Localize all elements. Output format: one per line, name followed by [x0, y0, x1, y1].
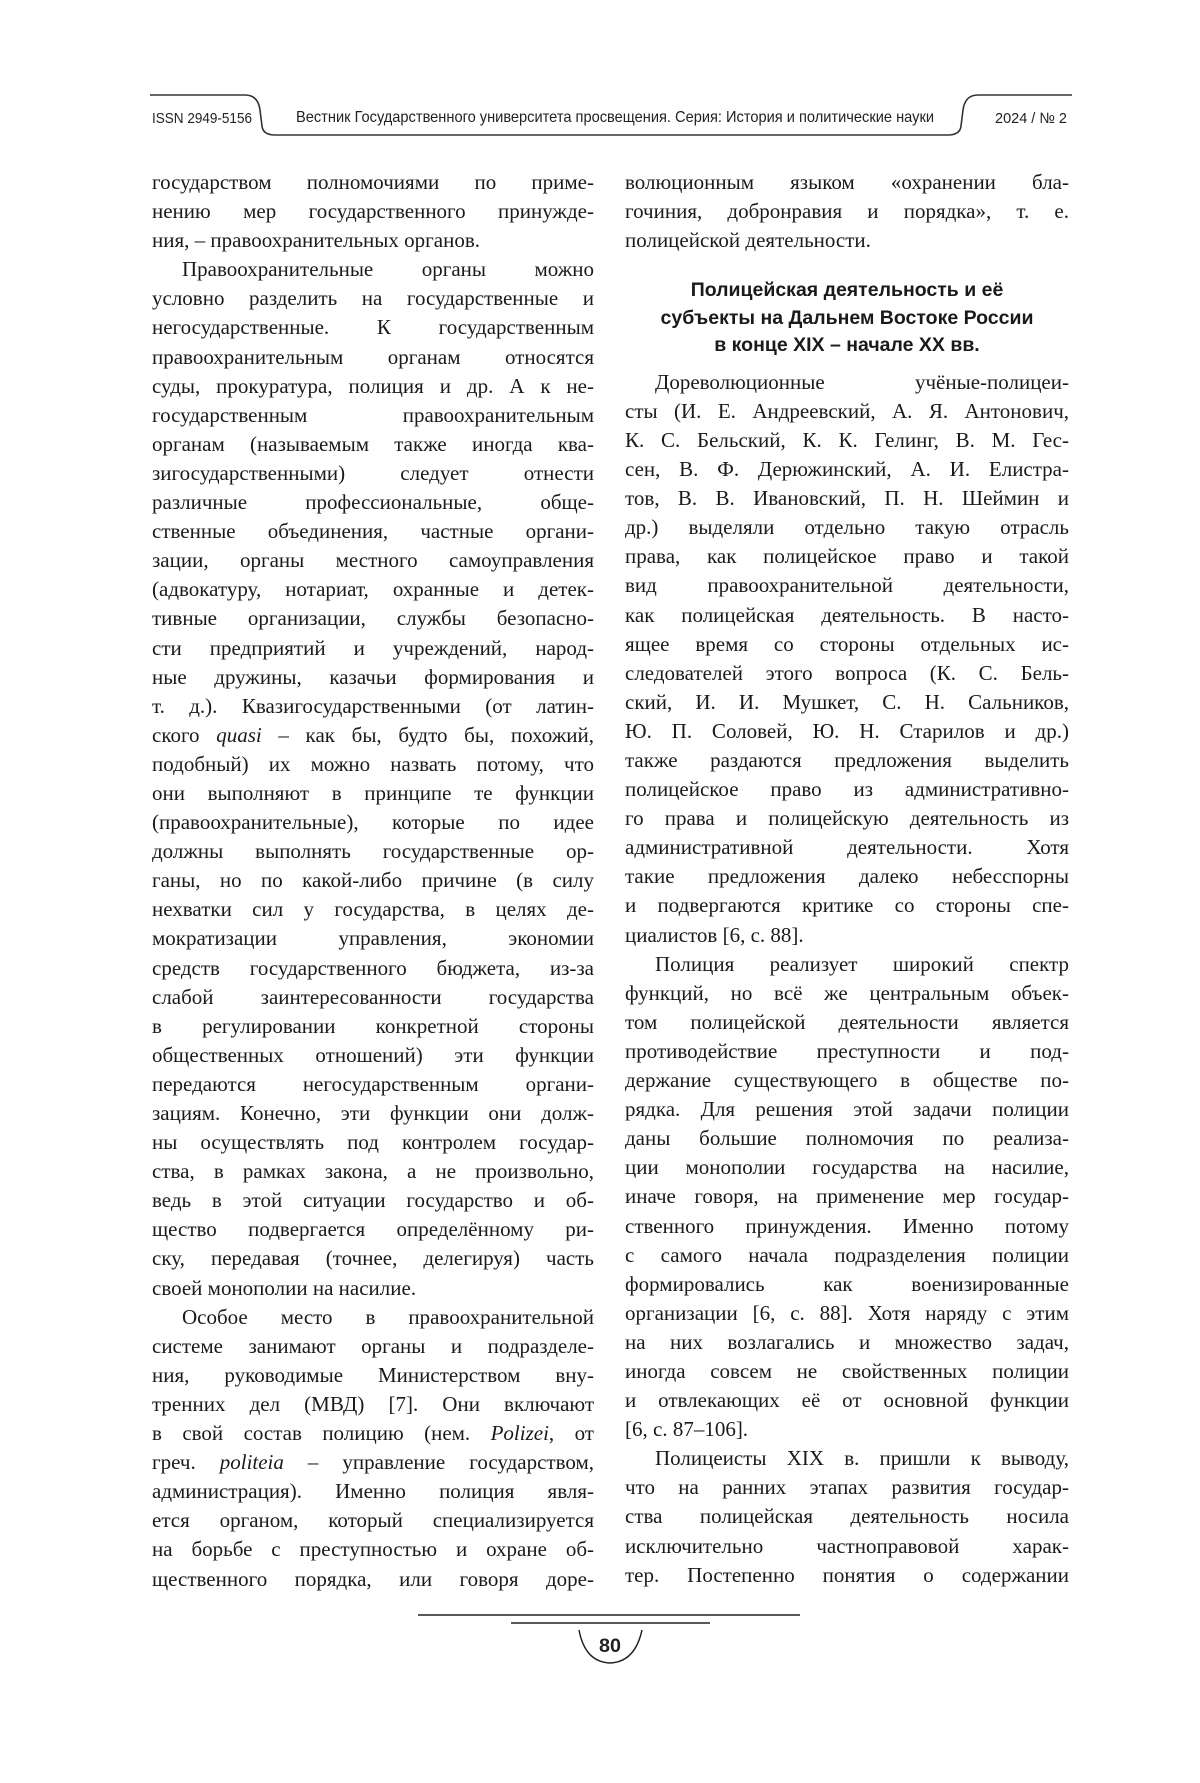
- text-line: организации [6, с. 88]. Хотя наряду с этим: [625, 1299, 1069, 1328]
- paragraph: [152, 255, 594, 1302]
- text-line: держание существующего в обществе по-: [625, 1066, 1069, 1095]
- text-line: Полицеисты XIX в. пришли к выводу,: [625, 1444, 1069, 1473]
- text-line: т. д.). Квазигосударственными (от латин-: [152, 692, 594, 721]
- italic-term: quasi: [216, 723, 262, 747]
- paragraph: [625, 168, 1069, 255]
- text-line: даны большие полномочия по реализа-: [625, 1124, 1069, 1153]
- text-line: Полиция реализует широкий спектр: [625, 950, 1069, 979]
- text-line: зигосударственными) следует отнести: [152, 459, 594, 488]
- text-line: К. С. Бельский, К. К. Гелинг, В. М. Гес-: [625, 426, 1069, 455]
- running-header: [0, 0, 1200, 160]
- text-line: ные дружины, казачьи формирования и: [152, 663, 594, 692]
- page-number-arc: [579, 1630, 642, 1663]
- text-line: нению мер государственного принужде-: [152, 197, 594, 226]
- issn: ISSN 2949-5156: [152, 110, 252, 127]
- text-segment: греч.: [152, 1450, 220, 1474]
- text-line: на них возлагались и множество задач,: [625, 1328, 1069, 1357]
- text-segment: в свой состав полицию (нем.: [152, 1421, 491, 1445]
- text-line: как полицейская деятельность. В насто-: [625, 601, 1069, 630]
- text-line: ства полицейская деятельность носила: [625, 1502, 1069, 1531]
- text-line: сти предприятий и учреждений, народ-: [152, 634, 594, 663]
- section-heading: [625, 277, 1069, 360]
- text-line: волюционным языком «охранении бла-: [625, 168, 1069, 197]
- text-line: с самого начала подразделения полиции: [625, 1241, 1069, 1270]
- text-line: ния, – правоохранительных органов.: [152, 226, 594, 255]
- text-line: сты (И. Е. Андреевский, А. Я. Антонович,: [625, 397, 1069, 426]
- text-line: суды, прокуратура, полиция и др. А к не-: [152, 372, 594, 401]
- text-line: административной деятельности. Хотя: [625, 833, 1069, 862]
- text-line: и подвергаются критике со стороны спе-: [625, 891, 1069, 920]
- paragraph: [152, 168, 594, 255]
- text-line: ны осуществлять под контролем государ-: [152, 1128, 594, 1157]
- text-line: ведь в этой ситуации государство и об-: [152, 1186, 594, 1215]
- italic-term: politeia: [220, 1450, 284, 1474]
- text-line: ется органом, который специализируется: [152, 1506, 594, 1535]
- page-number: 80: [599, 1636, 621, 1657]
- text-line: что на ранних этапах развития государ-: [625, 1473, 1069, 1502]
- text-line: тренних дел (МВД) [7]. Они включают: [152, 1390, 594, 1419]
- italic-term: Polizei: [491, 1421, 549, 1445]
- heading-line: в конце XIX – начале XX вв.: [625, 332, 1069, 360]
- text-line: ящее время со стороны отдельных ис-: [625, 630, 1069, 659]
- paragraph: [625, 1444, 1069, 1589]
- text-line: в регулировании конкретной стороны: [152, 1012, 594, 1041]
- text-segment: , от: [549, 1421, 594, 1445]
- text-line: различные профессиональные, обще-: [152, 488, 594, 517]
- text-line: правоохранительным органам относятся: [152, 343, 594, 372]
- issue-number: 2024 / № 2: [995, 110, 1067, 127]
- text-line: также раздаются предложения выделить: [625, 746, 1069, 775]
- right-column: [625, 168, 1069, 1590]
- text-line: рядка. Для решения этой задачи полиции: [625, 1095, 1069, 1124]
- text-line: тер. Постепенно понятия о содержании: [625, 1561, 1069, 1590]
- text-line: [152, 721, 594, 750]
- text-line: своей монополии на насилие.: [152, 1274, 594, 1303]
- paragraph: [625, 368, 1069, 950]
- text-line: полицейской деятельности.: [625, 226, 1069, 255]
- text-line: [152, 1448, 594, 1477]
- text-line: формировались как военизированные: [625, 1270, 1069, 1299]
- text-line: исключительно частноправовой харак-: [625, 1532, 1069, 1561]
- text-line: ния, руководимые Министерством вну-: [152, 1361, 594, 1390]
- text-line: сен, В. Ф. Дерюжинский, А. И. Елистра-: [625, 455, 1069, 484]
- text-line: полицейское право из административно-: [625, 775, 1069, 804]
- text-line: слабой заинтересованности государства: [152, 983, 594, 1012]
- text-line: гочиния, добронравия и порядка», т. е.: [625, 197, 1069, 226]
- text-line: [6, с. 87–106].: [625, 1415, 1069, 1444]
- text-line: [152, 1419, 594, 1448]
- text-line: мократизации управления, экономии: [152, 924, 594, 953]
- text-segment: – управление государством,: [284, 1450, 594, 1474]
- text-line: функций, но всё же центральным объек-: [625, 979, 1069, 1008]
- text-line: государственным правоохранительным: [152, 401, 594, 430]
- text-line: (правоохранительные), которые по идее: [152, 808, 594, 837]
- text-line: др.) выделяли отдельно такую отрасль: [625, 513, 1069, 542]
- heading-line: Полицейская деятельность и её: [625, 277, 1069, 305]
- text-line: (адвокатуру, нотариат, охранные и детек-: [152, 575, 594, 604]
- text-line: Дореволюционные учёные-полицеи-: [625, 368, 1069, 397]
- text-line: ственного принуждения. Именно потому: [625, 1212, 1069, 1241]
- text-line: зации, органы местного самоуправления: [152, 546, 594, 575]
- text-line: администрация). Именно полиция явля-: [152, 1477, 594, 1506]
- text-line: иначе говоря, на применение мер государ-: [625, 1182, 1069, 1211]
- paragraph: [625, 950, 1069, 1445]
- text-line: средств государственного бюджета, из-за: [152, 954, 594, 983]
- heading-line: субъекты на Дальнем Востоке России: [625, 305, 1069, 333]
- text-line: вид правоохранительной деятельности,: [625, 571, 1069, 600]
- text-line: щество подвергается определённому ри-: [152, 1215, 594, 1244]
- text-line: го права и полицейскую деятельность из: [625, 804, 1069, 833]
- left-column: [152, 168, 594, 1594]
- text-line: должны выполнять государственные ор-: [152, 837, 594, 866]
- text-line: том полицейской деятельности является: [625, 1008, 1069, 1037]
- text-line: условно разделить на государственные и: [152, 284, 594, 313]
- text-line: Особое место в правоохранительной: [152, 1303, 594, 1332]
- text-line: ску, передавая (точнее, делегируя) часть: [152, 1244, 594, 1273]
- text-line: ства, в рамках закона, а не произвольно,: [152, 1157, 594, 1186]
- text-segment: – как бы, будто бы, похожий,: [262, 723, 594, 747]
- text-line: государством полномочиями по приме-: [152, 168, 594, 197]
- text-line: на борьбе с преступностью и охране об-: [152, 1535, 594, 1564]
- text-line: Ю. П. Соловей, Ю. Н. Старилов и др.): [625, 717, 1069, 746]
- text-line: общественных отношений) эти функции: [152, 1041, 594, 1070]
- text-line: ский, И. И. Мушкет, С. Н. Сальников,: [625, 688, 1069, 717]
- text-line: права, как полицейское право и такой: [625, 542, 1069, 571]
- text-line: и отвлекающих её от основной функции: [625, 1386, 1069, 1415]
- text-line: системе занимают органы и подразделе-: [152, 1332, 594, 1361]
- text-line: нехватки сил у государства, в целях де-: [152, 895, 594, 924]
- text-line: циалистов [6, с. 88].: [625, 921, 1069, 950]
- text-line: такие предложения далеко небесспорны: [625, 862, 1069, 891]
- text-line: Правоохранительные органы можно: [152, 255, 594, 284]
- text-line: ственные объединения, частные органи-: [152, 517, 594, 546]
- text-segment: ского: [152, 723, 216, 747]
- text-line: тов, В. В. Ивановский, П. Н. Шеймин и: [625, 484, 1069, 513]
- journal-title: Вестник Государственного университета просвещения. Серия: История и политические науки: [296, 109, 934, 126]
- text-line: противодействие преступности и под-: [625, 1037, 1069, 1066]
- text-line: они выполняют в принципе те функции: [152, 779, 594, 808]
- paragraph: [152, 1303, 594, 1594]
- text-line: передаются негосударственным органи-: [152, 1070, 594, 1099]
- text-line: ции монополии государства на насилие,: [625, 1153, 1069, 1182]
- text-line: иногда совсем не свойственных полиции: [625, 1357, 1069, 1386]
- text-line: органам (называемым также иногда ква-: [152, 430, 594, 459]
- text-line: ганы, но по какой-либо причине (в силу: [152, 866, 594, 895]
- text-line: негосударственные. К государственным: [152, 313, 594, 342]
- text-line: следователей этого вопроса (К. С. Бель-: [625, 659, 1069, 688]
- text-line: подобный) их можно назвать потому, что: [152, 750, 594, 779]
- text-line: щественного порядка, или говоря доре-: [152, 1565, 594, 1594]
- text-line: зациям. Конечно, эти функции они долж-: [152, 1099, 594, 1128]
- text-line: тивные организации, службы безопасно-: [152, 604, 594, 633]
